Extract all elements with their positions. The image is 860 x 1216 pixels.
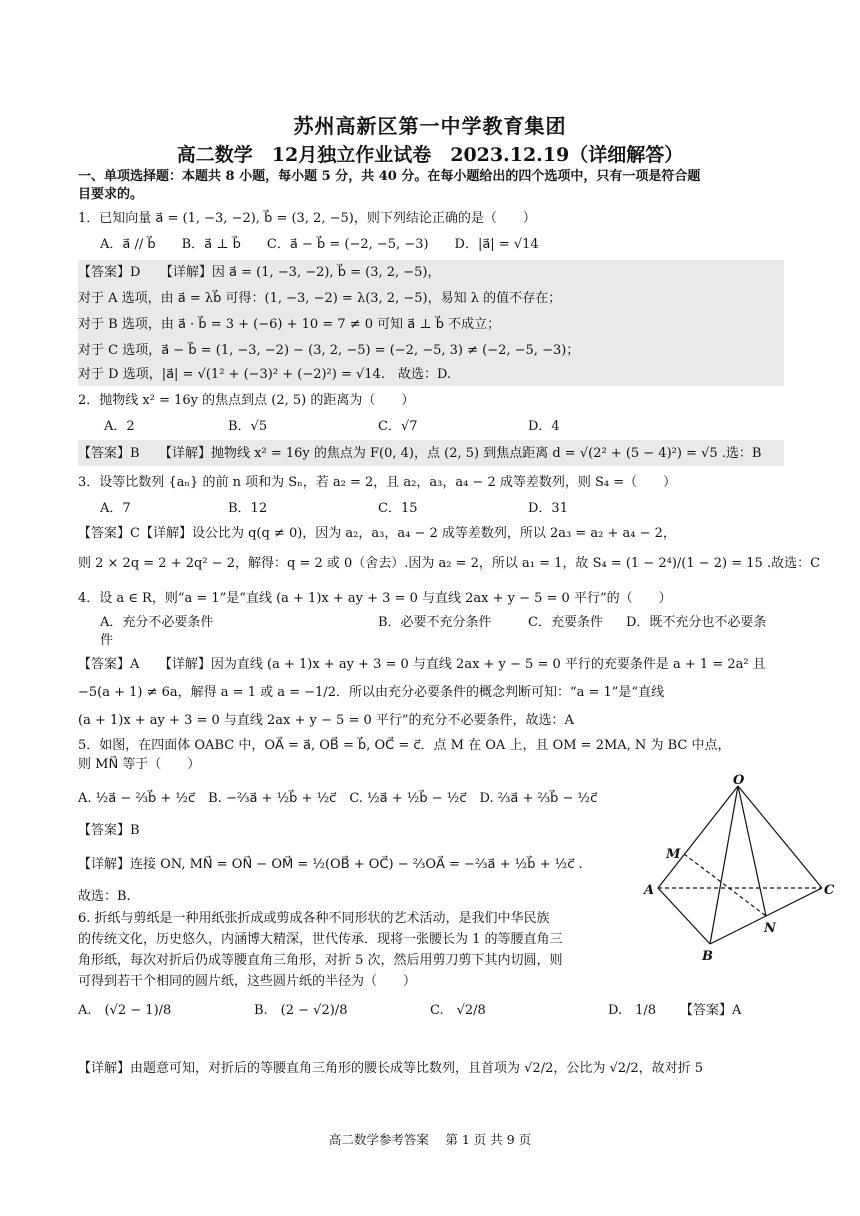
q6-option-a: A. (√2 − 1)/8 [78,1003,172,1018]
q4-answer-cont1: −5(a + 1) ≠ 6a，解得 a = 1 或 a = −1/2．所以由充分必要条件的概念判断可知：“a = 1”是“直线 [78,685,665,700]
q2-option-a: A．2 [104,419,135,434]
figure-label-b: B [702,949,713,964]
q4-stem: 4．设 a ∈ R，则“a = 1”是“直线 (a + 1)x + ay + 3 = 0 与直线 2ax + y − 5 = 0 平行”的（ ） [78,591,672,606]
q1-stem: 1．已知向量 a⃗ = (1, −3, −2), b⃗ = (3, 2, −5)，则下列结论正确的是（ ） [78,211,536,226]
q4-option-a: A．充分不必要条件 [100,615,214,630]
q6-stem-line2: 的传统文化，历史悠久，内涵博大精深，世代传承．现将一张腰长为 1 的等腰直角三 [78,932,563,947]
q3-option-a: A．7 [100,501,131,516]
q4-answer-cont2: (a + 1)x + ay + 3 = 0 与直线 2ax + y − 5 = 0 平行”的充分不必要条件，故选：A [78,713,574,728]
tetrahedron-figure [640,774,840,964]
figure-label-n: N [764,921,776,936]
figure-label-o: O [733,774,745,788]
figure-label-a: A [644,883,655,898]
q6-option-d: D. 1/8 [608,1003,657,1018]
q3-answer: 【答案】C【详解】设公比为 q(q ≠ 0)，因为 a₂，a₃，a₄ − 2 成等差数列，所以 2a₃ = a₂ + a₄ − 2， [78,526,676,541]
q3-option-b: B．12 [228,501,268,516]
q1-analysis-a: 对于 A 选项，由 a⃗ = λb⃗ 可得：(1, −3, −2) = λ(3, 2, −5)，易知 λ 的值不存在； [78,291,562,306]
q5-answer: 【答案】B [78,823,140,838]
q1-answer: 【答案】D 【详解】因 a⃗ = (1, −3, −2), b⃗ = (3, 2, −5)， [78,265,441,280]
q5-stem-cont: 则 MN⃗ 等于（ ） [78,757,201,772]
q6-stem-line3: 角形纸，每次对折后仍成等腰直角三角形，对折 5 次，然后用剪刀剪下其内切圆，则 [78,953,563,968]
q2-answer: 【答案】B 【详解】抛物线 x² = 16y 的焦点为 F(0, 4)，点 (2, 5) 到焦点距离 d = √(2² + (5 − 4)²) = √5 .选：B [78,446,762,461]
page-footer: 高二数学参考答案 第 1 页 共 9 页 [328,1132,532,1147]
q2-stem: 2．抛物线 x² = 16y 的焦点到点 (2, 5) 的距离为（ ） [78,393,415,408]
q3-option-d: D．31 [528,501,568,516]
q4-answer: 【答案】A 【详解】因为直线 (a + 1)x + ay + 3 = 0 与直线 2ax + y − 5 = 0 平行的充要条件是 a + 1 = 2a² 且 [78,657,766,672]
q3-stem: 3．设等比数列 {aₙ} 的前 n 项和为 Sₙ，若 a₂ = 2，且 a₂，a₃，a₄ − 2 成等差数列，则 S₄ =（ ） [78,475,677,490]
q4-option-c: C．充要条件 [528,615,603,630]
q6-option-c: C. √2/8 [430,1003,486,1018]
q6-stem-line1: 6. 折纸与剪纸是一种用纸张折成或剪成各种不同形状的艺术活动，是我们中华民族 [78,911,550,926]
q3-option-c: C．15 [378,501,418,516]
q2-option-c: C．√7 [378,419,418,434]
section-heading-cont: 目要求的。 [78,187,144,202]
q4-option-d: D．既不充分也不必要条 [626,615,767,630]
q2-option-d: D．4 [528,419,560,434]
q6-stem-line4: 可得到若干个相同的圆片纸，这些圆片纸的半径为（ ） [78,974,417,989]
q5-options: A. ½a⃗ − ⅔b⃗ + ½c⃗ B. −⅔a⃗ + ½b⃗ + ½c⃗ C. ½a⃗ + ½b⃗ − ½c⃗ D. ⅔a⃗ + ⅔b⃗ − ½c⃗ [78,791,598,806]
q1-analysis-d: 对于 D 选项，|a⃗| = √(1² + (−3)² + (−2)²) = √14. 故选：D. [78,367,452,382]
q6-detail: 【详解】由题意可知，对折后的等腰直角三角形的腰长成等比数列，且首项为 √2/2，公比为 √2/2，故对折 5 [78,1061,704,1076]
q1-analysis-b: 对于 B 选项，由 a⃗ · b⃗ = 3 + (−6) + 10 = 7 ≠ 0 可知 a⃗ ⊥ b⃗ 不成立； [78,317,501,332]
document-subtitle: 高二数学 12月独立作业试卷 2023.12.19（详细解答） [176,144,684,166]
figure-label-m: M [666,847,681,862]
document-title: 苏州高新区第一中学教育集团 [293,114,567,138]
figure-label-c: C [824,883,835,898]
q6-answer: 【答案】A [680,1003,742,1018]
q5-detail: 【详解】连接 ON, MN⃗ = ON⃗ − OM⃗ = ½(OB⃗ + OC⃗) − ⅔OA⃗ = −⅔a⃗ + ½b⃗ + ½c⃗ . [78,857,583,872]
q6-option-b: B. (2 − √2)/8 [254,1003,348,1018]
q5-stem: 5．如图，在四面体 OABC 中，OA⃗ = a⃗, OB⃗ = b⃗, OC⃗ = c⃗．点 M 在 OA 上，且 OM = 2MA, N 为 BC 中点， [78,738,731,753]
q4-option-b: B．必要不充分条件 [378,615,492,630]
section-heading: 一、单项选择题：本题共 8 小题，每小题 5 分，共 40 分。在每小题给出的四个选项中，只有一项是符合题 [78,169,701,184]
q3-answer-cont: 则 2 × 2q = 2 + 2q² − 2，解得：q = 2 或 0（舍去）.因为 a₂ = 2，所以 a₁ = 1，故 S₄ = (1 − 2⁴)/(1 − 2) = 15 .故选：C [78,556,821,571]
q1-analysis-c: 对于 C 选项，a⃗ − b⃗ = (1, −3, −2) − (3, 2, −5) = (−2, −5, 3) ≠ (−2, −5, −3)； [78,343,580,358]
q5-conclusion: 故选：B. [78,889,131,904]
q2-option-b: B．√5 [228,419,268,434]
q4-option-d-wrap: 件 [100,633,114,648]
q1-options: A．a⃗ // b⃗ B．a⃗ ⊥ b⃗ C．a⃗ − b⃗ = (−2, −5, −3) D．|a⃗| = √14 [100,237,539,252]
